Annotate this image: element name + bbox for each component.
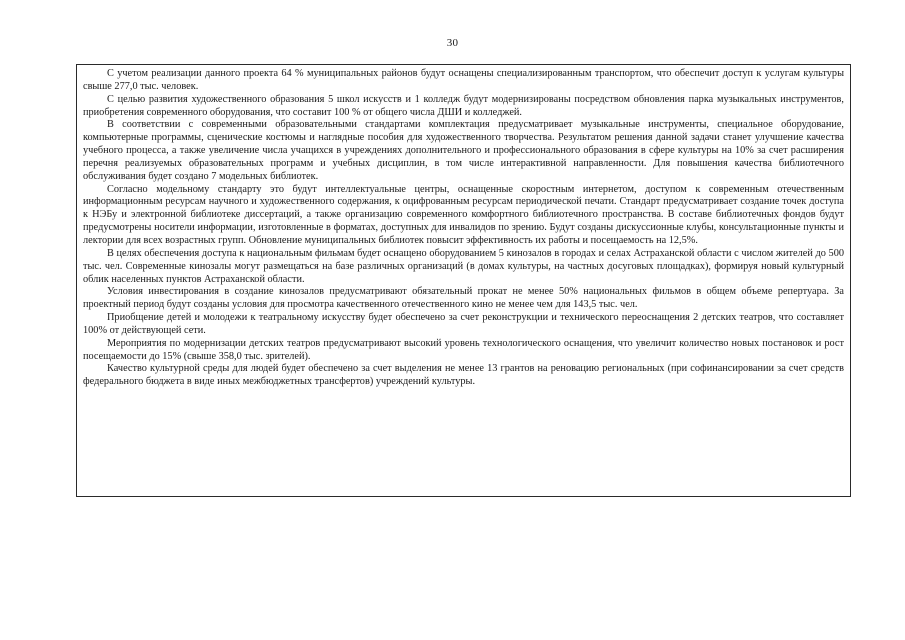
- paragraph-theatre-modernization: Мероприятия по модернизации детских театров предусматривают высокий уровень технологического оснащения, что увеличит количество новых постановок и рост посещаемости до 15% (свыше 358,0 тыс. зрителей).: [83, 337, 844, 362]
- text-frame: [76, 64, 851, 497]
- paragraph-grants: Качество культурной среды для людей будет обеспечено за счет выделения не менее 13 грантов на реновацию региональных (при софинансировании за счет средств федерального бюджета в виде иных межбюджетных трансфертов) учреждений культуры.: [83, 363, 844, 388]
- page-number: 30: [446, 37, 459, 49]
- paragraph-model-libraries: Согласно модельному стандарту это будут интеллектуальные центры, оснащенные скоростным интернетом, доступом к современным отечественным информационным ресурсам научного и художественного содержания, к оцифрованным ресурсам периодической печати. Стандарт предусматривает создание точек доступа к НЭБу и электронной библиотеке диссертаций, а также организацию современного комфортного библиотечного пространства. В составе библиотечных фондов будут предусмотрены носители информации, изготовленные в форматах, доступных для инвалидов по зрению. Будут созданы дискуссионные клубы, консультационные пункты и лектории для всех возрастных групп. Обновление муниципальных библиотек повысит эффективность их работы и посещаемость на 12,5%.: [83, 183, 844, 246]
- paragraph-transport: С учетом реализации данного проекта 64 % муниципальных районов будут оснащены специализированным транспортом, что обеспечит доступ к услугам культуры свыше 277,0 тыс. человек.: [83, 68, 844, 92]
- paragraph-art-schools: С целью развития художественного образования 5 школ искусств и 1 колледж будут модернизированы посредством обновления парка музыкальных инструментов, приобретения современного оборудования, что составит 100 % от общего числа ДШИ и колледжей.: [83, 93, 844, 118]
- paragraph-cinema-investment: Условия инвестирования в создание кинозалов предусматривают обязательный прокат не менее 50% национальных фильмов в общем объеме репертуара. За проектный период будут созданы условия для просмотра качественного отечественного кино не менее чем для 143,5 тыс. чел.: [83, 286, 844, 311]
- paragraph-standards: В соответствии с современными образовательными стандартами комплектация предусматривает музыкальные инструменты, специальное оборудование, компьютерные программы, сценические костюмы и наглядные пособия для художественного творчества. Результатом решения данной задачи станет улучшение качества учебного процесса, а также увеличение числа учащихся в учреждениях дополнительного и профессионального образования в сфере культуры на 10% за счет расширения перечня реализуемых образовательных программ и учебных дисциплин, в том числе интерактивной направленности. Для повышения качества библиотечного обслуживания будет создано 7 модельных библиотек.: [83, 119, 844, 182]
- paragraph-theatres: Приобщение детей и молодежи к театральному искусству будет обеспечено за счет реконструкции и технического переоснащения 2 детских театров, что составляет 100% от действующей сети.: [83, 312, 844, 336]
- paragraph-cinemas: В целях обеспечения доступа к национальным фильмам будет оснащено оборудованием 5 кинозалов в городах и селах Астраханской области с числом жителей до 500 тыс. чел. Современные кинозалы могут размещаться на базе различных организаций (в домах культуры, на частных досуговых площадках), формируя новый культурный облик населенных пунктов Астраханской области.: [83, 247, 844, 285]
